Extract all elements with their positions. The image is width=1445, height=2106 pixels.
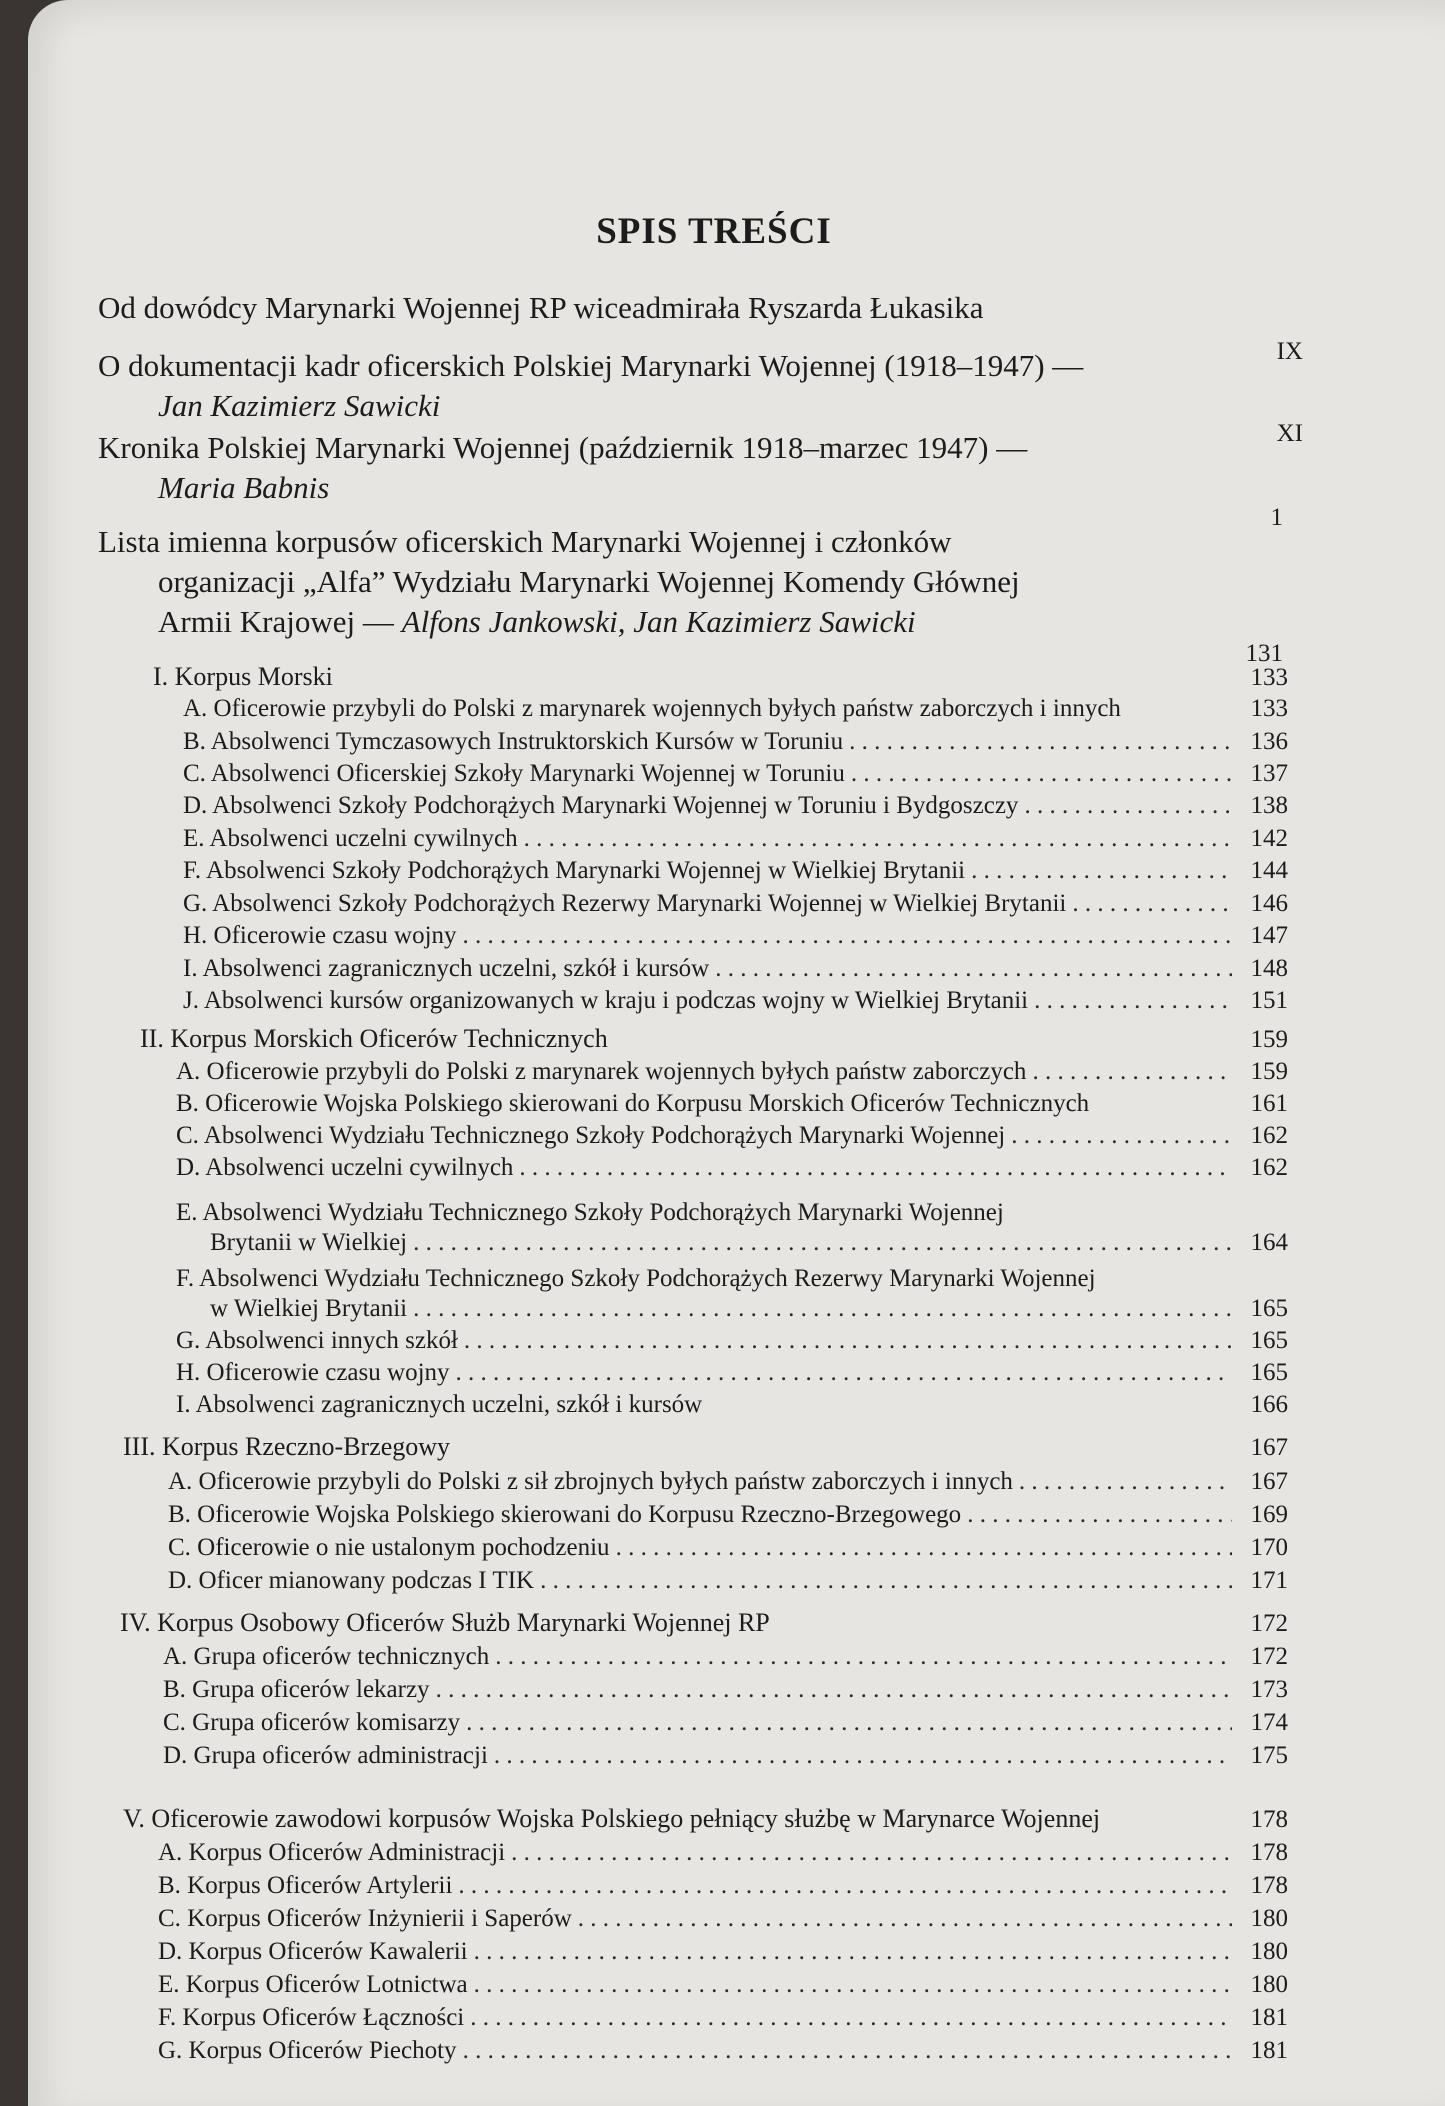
toc-label: I. Absolwenci zagranicznych uczelni, szkół i kursów [176, 1391, 703, 1418]
lista-line-3: Armii Krajowej — [158, 604, 402, 639]
toc-item [158, 2036, 1288, 2066]
toc-page: 165 [1250, 1327, 1288, 1354]
toc-page: 147 [1250, 922, 1288, 949]
toc-item [176, 1153, 1288, 1183]
toc-item [158, 1838, 1288, 1868]
toc-label: J. Absolwenci kursów organizowanych w kraju i podczas wojny w Wielkiej Brytanii [183, 987, 1029, 1014]
toc-label: I. Korpus Morski [153, 662, 333, 691]
dot-leader [849, 727, 1232, 757]
toc-item [176, 1121, 1288, 1151]
toc-item [176, 1089, 1288, 1119]
front-entry-3 [98, 428, 1027, 508]
front-entry-title: Od dowódcy Marynarki Wojennej RP wiceadmirała Ryszarda Łukasika [98, 290, 984, 325]
toc-label: B. Korpus Oficerów Artylerii [158, 1872, 453, 1899]
dot-leader [463, 921, 1232, 951]
toc-label: G. Absolwenci innych szkół [176, 1327, 458, 1354]
toc-label: H. Oficerowie czasu wojny [183, 922, 457, 949]
toc-item [176, 1390, 1288, 1420]
lista-authors: Alfons Jankowski, Jan Kazimierz Sawicki [401, 604, 916, 639]
toc-page: 148 [1250, 955, 1288, 982]
dot-leader [1034, 986, 1232, 1016]
front-entry-1-page: IX [1276, 338, 1303, 365]
toc-label: A. Oficerowie przybyli do Polski z sił zbrojnych byłych państw zaborczych i innych [168, 1468, 1013, 1495]
dot-leader [1032, 1057, 1232, 1087]
front-entry-3-page: 1 [1270, 504, 1283, 531]
toc-label: w Wielkiej Brytanii [210, 1295, 408, 1322]
toc-page: 146 [1250, 890, 1288, 917]
dot-leader [524, 824, 1232, 854]
toc-page: 151 [1250, 987, 1288, 1014]
toc-page: 137 [1250, 760, 1288, 787]
toc-page: 175 [1250, 1742, 1288, 1769]
toc-label: B. Oficerowie Wojska Polskiego skierowani do Korpusu Rzeczno-Brzegowego [168, 1501, 962, 1528]
toc-label: F. Korpus Oficerów Łączności [158, 2004, 465, 2031]
dot-leader [578, 1904, 1232, 1934]
toc-page: 161 [1250, 1090, 1288, 1117]
toc-item [210, 1294, 1288, 1324]
toc-label: B. Absolwenci Tymczasowych Instruktorskich Kursów w Toruniu [183, 728, 844, 755]
toc-page: 180 [1250, 1938, 1288, 1965]
toc-label: D. Grupa oficerów administracji [163, 1742, 488, 1769]
toc-item [176, 1326, 1288, 1356]
toc-page: 172 [1250, 1643, 1288, 1670]
dot-leader [1024, 791, 1232, 821]
toc-item [158, 1937, 1288, 1967]
toc-label: I. Absolwenci zagranicznych uczelni, szkół i kursów [183, 955, 710, 982]
toc-label: II. Korpus Morskich Oficerów Technicznych [140, 1024, 608, 1053]
dot-leader [495, 1642, 1232, 1672]
toc-section [123, 1804, 1288, 1835]
toc-label: C. Absolwenci Oficerskiej Szkoły Marynarki Wojennej w Toruniu [183, 760, 845, 787]
dot-leader [458, 1871, 1232, 1901]
toc-item [183, 921, 1288, 951]
toc-item [183, 759, 1288, 789]
toc-item [158, 1871, 1288, 1901]
dot-leader [1019, 1467, 1232, 1497]
toc-page: 142 [1250, 825, 1288, 852]
toc-page: 180 [1250, 1905, 1288, 1932]
toc-label: C. Korpus Oficerów Inżynierii i Saperów [158, 1905, 572, 1932]
toc-page: 171 [1250, 1567, 1288, 1594]
toc-page: 165 [1250, 1295, 1288, 1322]
toc-page: 136 [1250, 728, 1288, 755]
toc-page: 170 [1250, 1534, 1288, 1561]
toc-label: D. Korpus Oficerów Kawalerii [158, 1938, 468, 1965]
dot-leader [470, 2003, 1232, 2033]
front-entry-author: Jan Kazimierz Sawicki [158, 388, 441, 423]
toc-label: A. Korpus Oficerów Administracji [158, 1839, 506, 1866]
toc-item [168, 1500, 1288, 1530]
toc-page: 166 [1250, 1391, 1288, 1418]
toc-page: 180 [1250, 1971, 1288, 1998]
toc-page: 159 [1250, 1058, 1288, 1085]
toc-label: H. Oficerowie czasu wojny [176, 1359, 450, 1386]
toc-item [183, 986, 1288, 1016]
dot-leader [1011, 1121, 1232, 1151]
toc-page: 172 [1250, 1610, 1288, 1637]
dot-leader [436, 1675, 1232, 1705]
toc-item [183, 824, 1288, 854]
dot-leader [464, 1326, 1232, 1356]
toc-label: III. Korpus Rzeczno-Brzegowy [123, 1432, 451, 1461]
lista-line-1: Lista imienna korpusów oficerskich Marynarki Wojennej i członków [98, 524, 952, 559]
toc-item [183, 954, 1288, 984]
toc-page: 164 [1250, 1229, 1288, 1256]
toc-item [158, 1970, 1288, 2000]
toc-item [210, 1228, 1288, 1258]
dot-leader [540, 1566, 1232, 1596]
toc-item [158, 1904, 1288, 1934]
toc-page: 165 [1250, 1359, 1288, 1386]
toc-page: 167 [1250, 1434, 1288, 1461]
toc-page: 167 [1250, 1468, 1288, 1495]
toc-page: 133 [1250, 695, 1288, 722]
toc-label: G. Korpus Oficerów Piechoty [158, 2037, 457, 2064]
toc-item [183, 791, 1288, 821]
dot-leader [1072, 889, 1232, 919]
toc-label: D. Oficer mianowany podczas I TIK [168, 1567, 535, 1594]
toc-page: 169 [1250, 1501, 1288, 1528]
toc-item [176, 1358, 1288, 1388]
toc-section [120, 1608, 1288, 1639]
lista-page: 131 [1245, 640, 1283, 667]
toc-item-first-line: E. Absolwenci Wydziału Technicznego Szkoły Podchorążych Marynarki Wojennej [176, 1199, 1004, 1226]
toc-item [163, 1675, 1288, 1705]
toc-page: 162 [1250, 1154, 1288, 1181]
dot-leader [851, 759, 1232, 789]
dot-leader [616, 1533, 1232, 1563]
toc-label: A. Grupa oficerów technicznych [163, 1643, 490, 1670]
toc-item [163, 1741, 1288, 1771]
toc-label: A. Oficerowie przybyli do Polski z marynarek wojennych byłych państw zaborczych [176, 1058, 1027, 1085]
page-title: SPIS TREŚCI [596, 211, 832, 252]
dot-leader [511, 1838, 1232, 1868]
toc-item [183, 889, 1288, 919]
toc-page: 181 [1250, 2037, 1288, 2064]
dot-leader [474, 1937, 1232, 1967]
toc-section [123, 1432, 1288, 1463]
dot-leader [456, 1358, 1232, 1388]
toc-label: C. Oficerowie o nie ustalonym pochodzeniu [168, 1534, 610, 1561]
toc-label: D. Absolwenci Szkoły Podchorążych Marynarki Wojennej w Toruniu i Bydgoszczy [183, 792, 1019, 819]
dot-leader [494, 1741, 1232, 1771]
toc-label: B. Grupa oficerów lekarzy [163, 1676, 430, 1703]
toc-page: 181 [1250, 2004, 1288, 2031]
toc-item [168, 1566, 1288, 1596]
toc-page: 144 [1250, 857, 1288, 884]
toc-item [183, 856, 1288, 886]
toc-label: F. Absolwenci Szkoły Podchorążych Marynarki Wojennej w Wielkiej Brytanii [183, 857, 966, 884]
toc-label: E. Absolwenci uczelni cywilnych [183, 825, 518, 852]
toc-label: A. Oficerowie przybyli do Polski z marynarek wojennych byłych państw zaborczych i innych [183, 695, 1121, 722]
toc-item [168, 1533, 1288, 1563]
toc-page: 162 [1250, 1122, 1288, 1149]
toc-section [153, 662, 1288, 693]
toc-page: 133 [1250, 664, 1288, 691]
toc-label: G. Absolwenci Szkoły Podchorążych Rezerwy Marynarki Wojennej w Wielkiej Brytanii [183, 890, 1067, 917]
lista-entry [98, 522, 1020, 642]
toc-label: C. Grupa oficerów komisarzy [163, 1709, 461, 1736]
toc-page: 174 [1250, 1709, 1288, 1736]
front-entry-1 [98, 288, 984, 328]
toc-item [163, 1708, 1288, 1738]
toc-label: C. Absolwenci Wydziału Technicznego Szkoły Podchorążych Marynarki Wojennej [176, 1122, 1006, 1149]
toc-item [158, 2003, 1288, 2033]
toc-page: 138 [1250, 792, 1288, 819]
toc-page: 178 [1250, 1872, 1288, 1899]
front-entry-author: Maria Babnis [158, 470, 330, 505]
dot-leader [971, 856, 1232, 886]
toc-label: V. Oficerowie zawodowi korpusów Wojska Polskiego pełniący służbę w Marynarce Wojennej [123, 1804, 1101, 1833]
dot-leader [466, 1708, 1232, 1738]
toc-label: B. Oficerowie Wojska Polskiego skierowani do Korpusu Morskich Oficerów Technicznych [176, 1090, 1090, 1117]
toc-section [140, 1024, 1288, 1055]
front-entry-title: Kronika Polskiej Marynarki Wojennej (październik 1918–marzec 1947) — [98, 430, 1028, 465]
toc-label: IV. Korpus Osobowy Oficerów Służb Marynarki Wojennej RP [120, 1608, 770, 1637]
toc-page: 178 [1250, 1839, 1288, 1866]
dot-leader [474, 1970, 1232, 2000]
dot-leader [463, 2036, 1232, 2066]
lista-line-2: organizacji „Alfa” Wydziału Marynarki Wojennej Komendy Głównej [158, 564, 1020, 599]
toc-page: 173 [1250, 1676, 1288, 1703]
toc-label: E. Korpus Oficerów Lotnictwa [158, 1971, 468, 1998]
dot-leader [413, 1294, 1232, 1324]
front-entry-2-page: XI [1276, 420, 1303, 447]
toc-item [176, 1057, 1288, 1087]
dot-leader [715, 954, 1232, 984]
toc-label: Brytanii w Wielkiej [210, 1229, 408, 1256]
toc-page: 178 [1250, 1806, 1288, 1833]
toc-item [183, 694, 1288, 724]
toc-item [168, 1467, 1288, 1497]
toc-page: 159 [1250, 1026, 1288, 1053]
dot-leader [413, 1228, 1232, 1258]
toc-item [163, 1642, 1288, 1672]
front-entry-title: O dokumentacji kadr oficerskich Polskiej Marynarki Wojennej (1918–1947) — [98, 348, 1084, 383]
toc-item-first-line: F. Absolwenci Wydziału Technicznego Szkoły Podchorążych Rezerwy Marynarki Wojennej [176, 1265, 1096, 1292]
toc-item [183, 727, 1288, 757]
dot-leader [967, 1500, 1232, 1530]
toc-label: D. Absolwenci uczelni cywilnych [176, 1154, 514, 1181]
book-page [28, 0, 1445, 2106]
dot-leader [519, 1153, 1232, 1183]
front-entry-2 [98, 346, 1083, 426]
